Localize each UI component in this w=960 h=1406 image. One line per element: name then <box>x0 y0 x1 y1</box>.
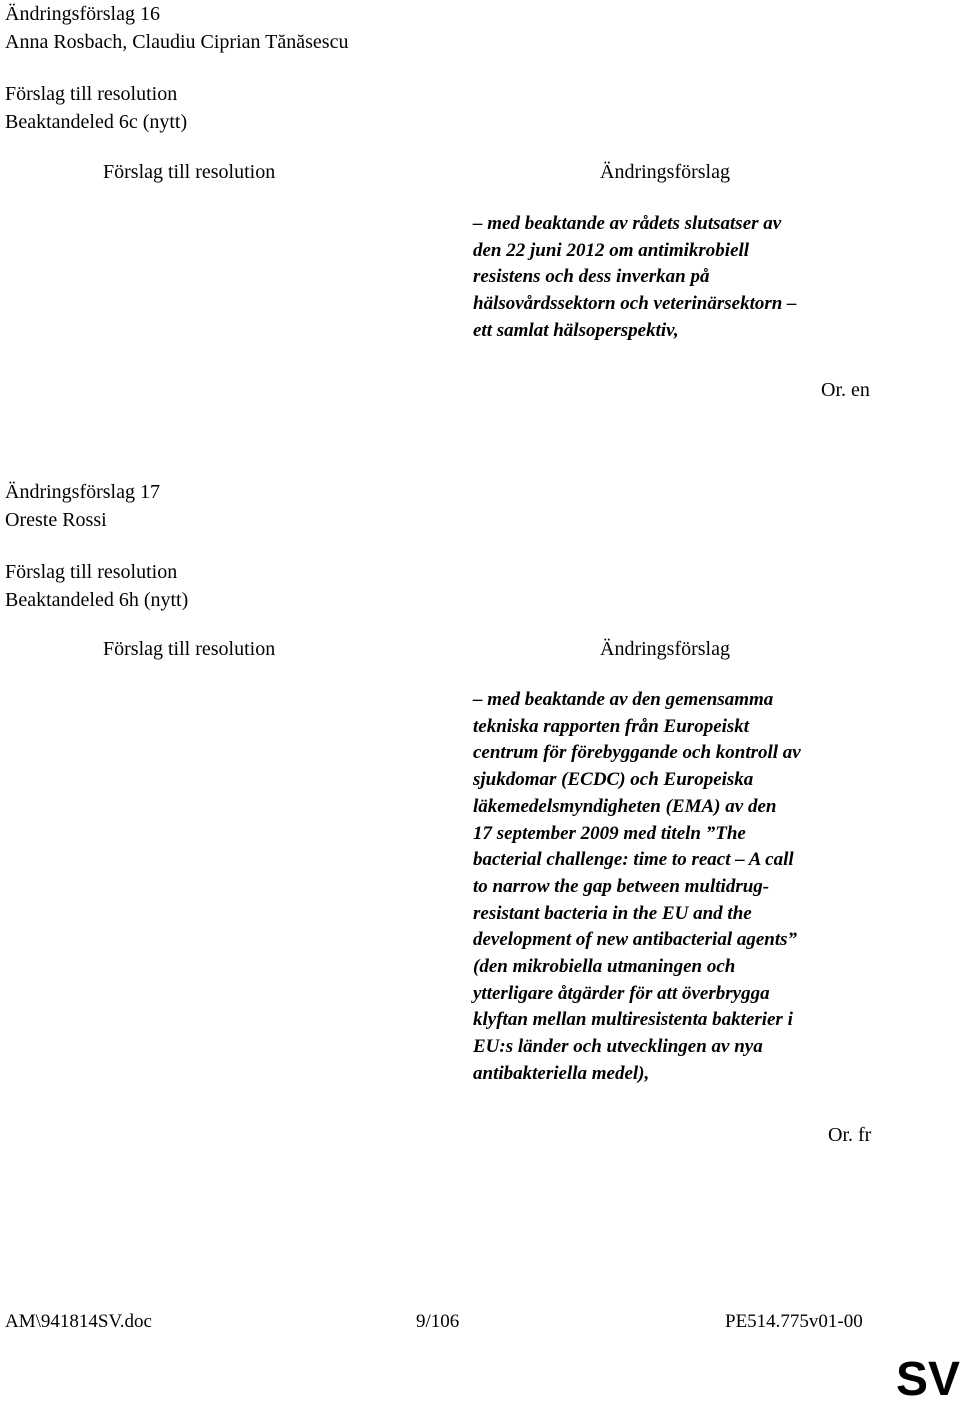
amendment-authors: Anna Rosbach, Claudiu Ciprian Tănăsescu <box>5 31 349 53</box>
amendment-authors: Oreste Rossi <box>5 509 107 531</box>
original-language: Or. en <box>821 379 870 401</box>
column-header-amendment: Ändringsförslag <box>600 638 730 660</box>
language-badge: SV <box>896 1353 960 1406</box>
column-header-original: Förslag till resolution <box>103 161 276 183</box>
column-header-amendment: Ändringsförslag <box>600 161 730 183</box>
citation-reference: Beaktandeled 6h (nytt) <box>5 589 189 611</box>
footer-page-number: 9/106 <box>416 1311 460 1332</box>
column-header-original: Förslag till resolution <box>103 638 276 660</box>
footer-pe-reference: PE514.775v01-00 <box>725 1311 863 1332</box>
amendment-text: – med beaktande av rådets slutsatser av den 22 juni 2012 om antimikrobiell resistens och dess inverkan på hälsovårdssektorn och veterinärsektorn – ett samlat hälsoperspektiv, <box>473 213 797 341</box>
document-reference: Förslag till resolution <box>5 561 178 583</box>
amendment-heading: Ändringsförslag 17 <box>5 481 160 503</box>
document-reference: Förslag till resolution <box>5 83 178 105</box>
footer-document-id: AM\941814SV.doc <box>5 1311 152 1332</box>
amendment-text: – med beaktande av den gemensamma tekniska rapporten från Europeiskt centrum för förebyggande och kontroll av sjukdomar (ECDC) och Europeiska läkemedelsmyndigheten (EMA) av den 17 september 2009 med titeln ”The bacterial challenge: time to react – A call to narrow the gap between multidrug- resistant bacteria in the EU and the development of new antibacterial agents” (den mikrobiella utmaningen och ytterligare åtgärder för att överbrygga klyftan mellan multiresistenta bakterier i EU:s länder och utvecklingen av nya antibakteriella medel), <box>473 689 801 1084</box>
amendment-heading: Ändringsförslag 16 <box>5 3 160 25</box>
original-language: Or. fr <box>828 1124 872 1146</box>
citation-reference: Beaktandeled 6c (nytt) <box>5 111 188 133</box>
